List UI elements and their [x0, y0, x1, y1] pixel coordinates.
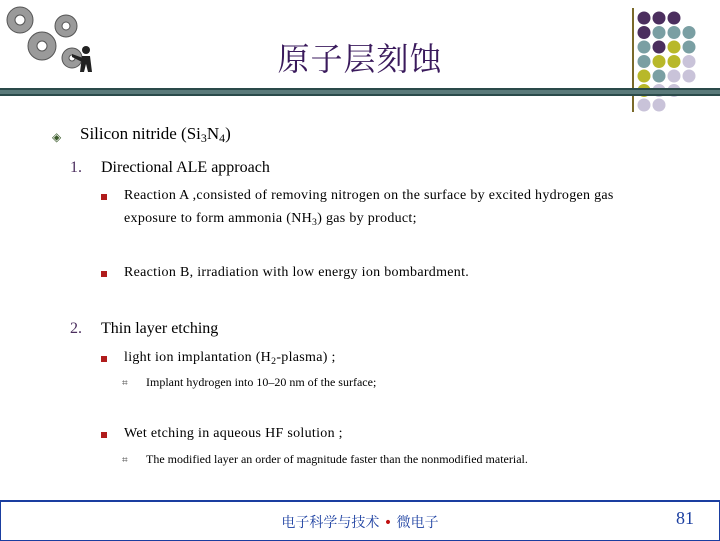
section-heading: Silicon nitride $(Si_3N_4)$ — [80, 124, 231, 145]
decor-dot — [653, 70, 666, 83]
decor-dot — [668, 70, 681, 83]
list-item-cont: exposure to form ammonia $(NH_3)$ gas by product; — [124, 211, 417, 228]
decor-dot — [638, 12, 651, 25]
dot-grid-decoration — [636, 10, 720, 114]
decor-dot — [638, 41, 651, 54]
decor-dot — [638, 70, 651, 83]
hash-bullet-icon: ⌗ — [122, 378, 128, 389]
hash-bullet-icon: ⌗ — [122, 455, 128, 466]
list-item: Reaction A ,consisted of removing nitrogen on the surface by excited hydrogen gas — [124, 188, 614, 203]
footer-text: 电子科学与技术 • 微电子 — [281, 515, 439, 531]
list-item: Reaction B, irradiation with low energy ion bombardment. — [124, 265, 470, 280]
square-bullet-icon — [101, 432, 107, 438]
decor-dot — [638, 26, 651, 39]
list-subitem: Implant hydrogen into 10–20 nm of the surface; — [146, 375, 377, 389]
vertical-rule — [632, 8, 634, 112]
section-2-number: 2. — [70, 320, 82, 337]
section-1-number: 1. — [70, 159, 82, 176]
square-bullet-icon — [101, 271, 107, 277]
slide-title: 原子层刻蚀 — [277, 40, 443, 78]
list-item: Wet etching in aqueous HF solution ; — [124, 426, 343, 441]
decor-dot — [653, 41, 666, 54]
decor-dot — [668, 55, 681, 68]
decor-dot — [668, 41, 681, 54]
decor-dot — [668, 12, 681, 25]
decor-dot — [638, 55, 651, 68]
page-number: 81 — [676, 508, 694, 528]
decor-dot — [653, 12, 666, 25]
section-2-label: Thin layer etching — [101, 320, 219, 337]
decor-dot — [683, 26, 696, 39]
list-item: light ion implantation $(H_2-plasma)$ ; — [124, 350, 336, 367]
square-bullet-icon — [101, 194, 107, 200]
title-divider — [0, 88, 720, 96]
diamond-bullet-icon: ◈ — [52, 130, 62, 144]
decor-dot — [653, 55, 666, 68]
section-1-label: Directional ALE approach — [101, 159, 270, 176]
decor-dot — [653, 99, 666, 112]
decor-dot — [638, 99, 651, 112]
square-bullet-icon — [101, 356, 107, 362]
decor-dot — [668, 26, 681, 39]
decor-dot — [683, 41, 696, 54]
decor-dot — [683, 55, 696, 68]
list-subitem: The modified layer an order of magnitude faster than the nonmodified material. — [146, 452, 528, 466]
decor-dot — [683, 70, 696, 83]
decor-dot — [653, 26, 666, 39]
